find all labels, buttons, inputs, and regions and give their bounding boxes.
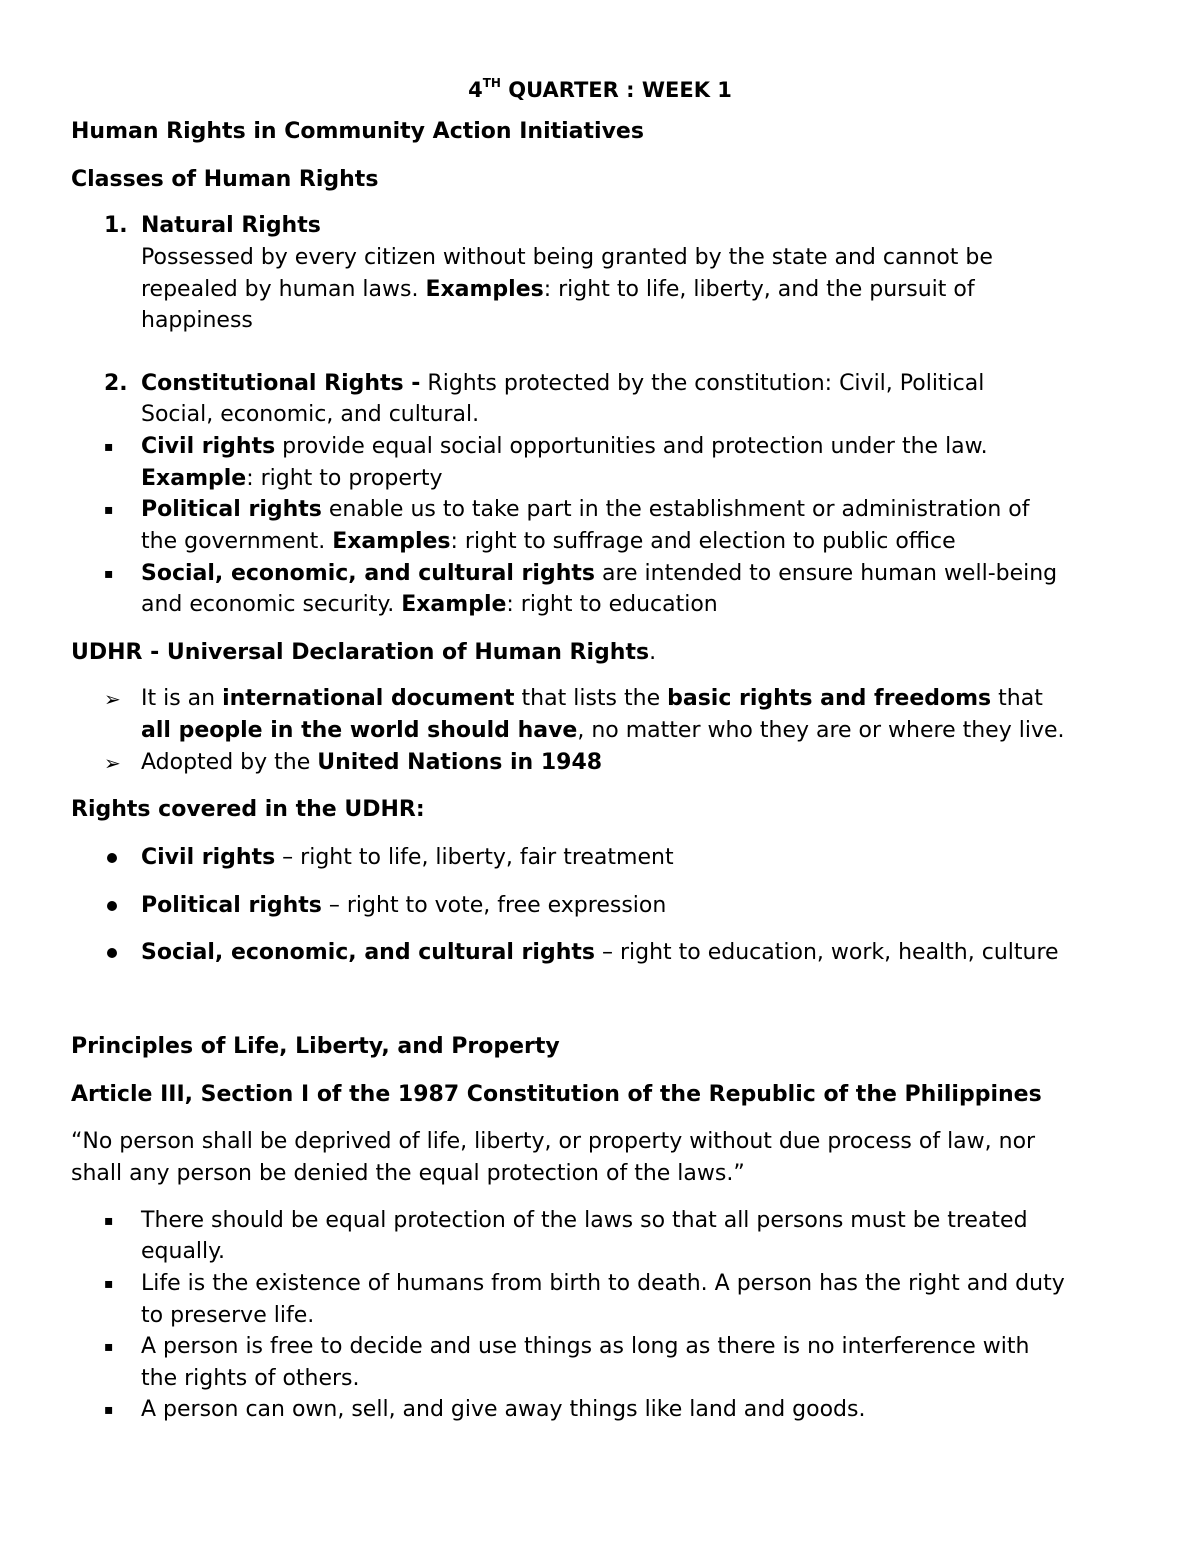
section-heading: Human Rights in Community Action Initiatives: [71, 119, 644, 144]
rights-covered-heading: Rights covered in the UDHR:: [71, 797, 425, 822]
civil-rights-item: Civil rights provide equal social opportunities and protection under the law.: [141, 434, 988, 459]
article-heading: Article III, Section I of the 1987 Constitution of the Republic of the Philippines: [71, 1082, 1042, 1107]
square-bullet-icon: ▪: [104, 502, 114, 518]
title-text: QUARTER : WEEK 1: [500, 78, 732, 102]
constitutional-rights-line1: Constitutional Rights - Rights protected by the constitution: Civil, Political: [141, 371, 985, 396]
title-number: 4: [468, 78, 483, 102]
list-number-2: 2.: [104, 371, 128, 396]
principle-item-1-line1: There should be equal protection of the laws so that all persons must be treated: [141, 1208, 1028, 1233]
political-rights-item: Political rights enable us to take part in the establishment or administration of: [141, 497, 1030, 522]
principle-item-2-line1: Life is the existence of humans from birth to death. A person has the right and duty: [141, 1271, 1065, 1296]
principle-item-1-line2: equally.: [141, 1239, 226, 1264]
square-bullet-icon: ▪: [104, 1276, 114, 1292]
udhr-item-1-line2: all people in the world should have, no matter who they are or where they live.: [141, 718, 1065, 743]
quote-line2: shall any person be denied the equal protection of the laws.”: [71, 1161, 745, 1186]
square-bullet-icon: ▪: [104, 1339, 114, 1355]
principle-item-3-line2: the rights of others.: [141, 1366, 360, 1391]
round-bullet-icon: [107, 948, 117, 958]
political-rights-example: the government. Examples: right to suffrage and election to public office: [141, 529, 956, 554]
principles-heading: Principles of Life, Liberty, and Property: [71, 1034, 560, 1059]
udhr-right-political: Political rights – right to vote, free expression: [141, 893, 667, 918]
arrow-bullet-icon: ➢: [104, 687, 121, 711]
arrow-bullet-icon: ➢: [104, 751, 121, 775]
natural-rights-line2: repealed by human laws. Examples: right to life, liberty, and the pursuit of: [141, 277, 975, 302]
constitutional-rights-line2: Social, economic, and cultural.: [141, 402, 480, 427]
udhr-item-1-line1: It is an international document that lists the basic rights and freedoms that: [141, 686, 1043, 711]
natural-rights-line1: Possessed by every citizen without being granted by the state and cannot be: [141, 245, 993, 270]
natural-rights-line3: happiness: [141, 308, 253, 333]
classes-heading: Classes of Human Rights: [71, 167, 379, 192]
title-superscript: TH: [482, 76, 501, 90]
udhr-heading: UDHR - Universal Declaration of Human Rights.: [71, 640, 657, 665]
social-rights-item: Social, economic, and cultural rights are intended to ensure human well-being: [141, 561, 1058, 586]
square-bullet-icon: ▪: [104, 566, 114, 582]
square-bullet-icon: ▪: [104, 1213, 114, 1229]
page-title: [0, 70, 1200, 105]
principle-item-3-line1: A person is free to decide and use things as long as there is no interference with: [141, 1334, 1030, 1359]
udhr-item-2: Adopted by the United Nations in 1948: [141, 750, 603, 775]
round-bullet-icon: [107, 901, 117, 911]
natural-rights-title: Natural Rights: [141, 213, 321, 238]
udhr-right-civil: Civil rights – right to life, liberty, fair treatment: [141, 845, 674, 870]
social-rights-example: and economic security. Example: right to education: [141, 592, 718, 617]
civil-rights-example: Example: right to property: [141, 466, 443, 491]
square-bullet-icon: ▪: [104, 1402, 114, 1418]
square-bullet-icon: ▪: [104, 439, 114, 455]
principle-item-2-line2: to preserve life.: [141, 1303, 315, 1328]
principle-item-4: A person can own, sell, and give away things like land and goods.: [141, 1397, 866, 1422]
udhr-right-social: Social, economic, and cultural rights – right to education, work, health, culture: [141, 940, 1059, 965]
round-bullet-icon: [107, 853, 117, 863]
list-number-1: 1.: [104, 213, 128, 238]
quote-line1: “No person shall be deprived of life, liberty, or property without due process of law, nor: [71, 1129, 1036, 1154]
